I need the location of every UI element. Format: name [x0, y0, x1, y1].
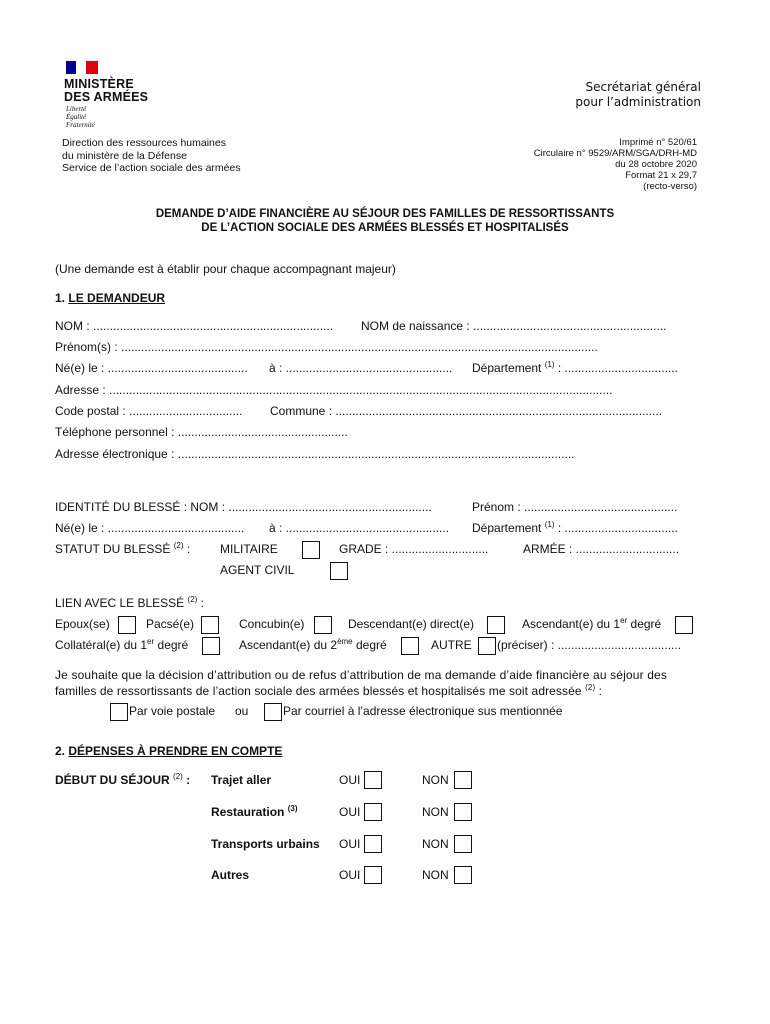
trajet-aller-oui-label: OUI	[339, 773, 361, 787]
ministry-line-1: MINISTÈRE	[64, 77, 134, 91]
collateral-sup: er	[147, 637, 155, 646]
direction-line-1: Direction des ressources humaines	[62, 137, 226, 149]
reference-circulaire: Circulaire n° 9529/ARM/SGA/DRH-MD	[533, 148, 697, 159]
ascendant-1-text: Ascendant(e) du 1	[522, 617, 621, 631]
section-2-number: 2.	[55, 744, 66, 758]
depense-restauration-label	[211, 805, 297, 819]
debut-sejour-label	[55, 773, 190, 787]
concubin-checkbox[interactable]	[314, 616, 332, 634]
collateral-text: Collatéral(e) du 1	[55, 638, 148, 652]
blesse-armee-field[interactable]: ARMÉE : ...............................	[523, 542, 680, 556]
voie-postale-label: Par voie postale	[129, 704, 216, 718]
lien-epoux-label: Epoux(se)	[55, 617, 110, 631]
demandeur-commune-field[interactable]: Commune : ..................................................................................................	[270, 404, 663, 418]
depense-autres-label: Autres	[211, 868, 250, 882]
lien-concubin-label: Concubin(e)	[239, 617, 305, 631]
motto-fraternite: Fraternité	[66, 121, 95, 129]
transports-urbains-oui-label: OUI	[339, 837, 361, 851]
depense-transports-urbains-label: Transports urbains	[211, 837, 320, 851]
secretariat-general	[575, 80, 701, 110]
restauration-text: Restauration	[211, 805, 285, 819]
ascendant-2-degre: degré	[355, 638, 387, 652]
section-1-heading	[55, 291, 165, 305]
demandeur-lieu-naissance-field[interactable]: à : ..................................................	[269, 361, 453, 375]
ministry-line-2: DES ARMÉES	[64, 90, 149, 104]
marianne-flag-logo	[66, 61, 98, 74]
demandeur-email-field[interactable]: Adresse électronique : .......................................................................................................................	[55, 447, 575, 461]
blesse-date-naissance-field[interactable]: Né(e) le : .........................................	[55, 521, 245, 535]
republic-motto	[66, 105, 95, 129]
demandeur-departement-field[interactable]	[472, 361, 678, 375]
debut-sejour-footnote: (2)	[173, 772, 183, 781]
descendant-checkbox[interactable]	[487, 616, 505, 634]
demandeur-nom-naissance-field[interactable]: NOM de naissance : ..........................................................	[361, 319, 667, 333]
depense-trajet-aller-label: Trajet aller	[211, 773, 272, 787]
demandeur-telephone-field[interactable]: Téléphone personnel : ...................................................	[55, 425, 348, 439]
decision-text-line-1: Je souhaite que la décision d’attribution ou de refus d’attribution de ma demande d’aide financière au séjour des	[55, 668, 668, 682]
lien-autre-label: AUTRE	[431, 638, 472, 652]
title-line-2: DE L’ACTION SOCIALE DES ARMÉES BLESSÉS ET HOSPITALISÉS	[201, 222, 569, 234]
collateral-degre: degré	[157, 638, 189, 652]
blesse-lieu-naissance-field[interactable]: à : .................................................	[269, 521, 450, 535]
ministry-name	[64, 78, 148, 104]
agent-civil-checkbox[interactable]	[330, 562, 348, 580]
pacse-checkbox[interactable]	[201, 616, 219, 634]
decision-text-line-2	[55, 684, 602, 698]
lien-footnote: (2)	[187, 595, 198, 604]
lien-descendant-label: Descendant(e) direct(e)	[348, 617, 475, 631]
militaire-checkbox[interactable]	[302, 541, 320, 559]
lien-collateral-label	[55, 638, 188, 652]
motto-egalite: Égalité	[66, 113, 87, 121]
lien-label: LIEN AVEC LE BLESSÉ	[55, 596, 185, 610]
collateral-checkbox[interactable]	[202, 637, 220, 655]
blesse-nom-field[interactable]: IDENTITÉ DU BLESSÉ : NOM : .............................................................	[55, 500, 432, 514]
transports-urbains-non-label: NON	[422, 837, 449, 851]
blesse-departement-dots: : ..................................	[557, 521, 678, 535]
section-1-title: LE DEMANDEUR	[68, 291, 166, 305]
autre-checkbox[interactable]	[478, 637, 496, 655]
statut-footnote: (2)	[173, 541, 184, 550]
demandeur-code-postal-field[interactable]: Code postal : ..................................	[55, 404, 243, 418]
section-1-number: 1.	[55, 291, 66, 305]
decision-footnote: (2)	[585, 683, 596, 692]
statut-militaire	[220, 542, 278, 556]
restauration-non-checkbox[interactable]	[454, 803, 472, 821]
section-2-heading	[55, 744, 282, 758]
demandeur-prenoms-field[interactable]: Prénom(s) : ...............................................................................................................................................	[55, 340, 598, 354]
ascendant-2-checkbox[interactable]	[401, 637, 419, 655]
debut-sejour-text: DÉBUT DU SÉJOUR	[55, 773, 170, 787]
reference-date: du 28 octobre 2020	[615, 159, 697, 170]
autres-oui-checkbox[interactable]	[364, 866, 382, 884]
ou-label: ou	[235, 704, 249, 718]
lien-blesse-label: LIEN AVEC LE BLESSÉ $^{(2)}$ :	[55, 595, 204, 610]
courriel-label: Par courriel à l’adresse électronique sus mentionnée	[283, 704, 563, 718]
demandeur-date-naissance-field[interactable]: Né(e) le : ..........................................	[55, 361, 248, 375]
blesse-departement-field[interactable]	[472, 521, 678, 535]
agent-civil-label: AGENT CIVIL	[220, 563, 295, 577]
demandeur-nom-field[interactable]: NOM : ........................................................................	[55, 319, 334, 333]
departement-dots: : ..................................	[557, 361, 678, 375]
flag-blue-stripe	[66, 61, 76, 74]
blesse-departement-label: Département	[472, 521, 542, 535]
courriel-checkbox[interactable]	[264, 703, 282, 721]
demandeur-adresse-field[interactable]: Adresse : .......................................................................................................................................................	[55, 383, 613, 397]
form-title	[0, 207, 770, 235]
secretariat-line-1: Secrétariat général	[585, 80, 701, 94]
transports-urbains-non-checkbox[interactable]	[454, 835, 472, 853]
blesse-prenom-field[interactable]: Prénom : ..............................................	[472, 500, 678, 514]
direction-block	[62, 137, 241, 175]
flag-white-stripe	[76, 61, 86, 74]
restauration-footnote: (3)	[287, 804, 298, 813]
decision-line-2-text: familles de ressortissants de l’action sociale des armées blessés et hospitalisés me soit adressée	[55, 684, 582, 698]
decision-line-2-colon: :	[598, 684, 603, 698]
lien-pacse-label: Pacsé(e)	[146, 617, 195, 631]
accompagnant-note: (Une demande est à établir pour chaque accompagnant majeur)	[55, 262, 396, 276]
blesse-grade-field[interactable]: GRADE : .............................	[339, 542, 489, 556]
direction-line-3: Service de l’action sociale des armées	[62, 162, 241, 174]
title-line-1: DEMANDE D’AIDE FINANCIÈRE AU SÉJOUR DES FAMILLES DE RESSORTISSANTS	[155, 208, 615, 220]
reference-recto-verso: (recto-verso)	[643, 181, 697, 192]
flag-red-stripe	[86, 61, 98, 74]
statut-blesse-label: STATUT DU BLESSÉ $^{(2)}$ :	[55, 541, 191, 556]
direction-line-2: du ministère de la Défense	[62, 149, 187, 162]
departement-label: Département	[472, 361, 542, 375]
reference-imprime: Imprimé n° 520/61	[619, 137, 697, 148]
autres-non-checkbox[interactable]	[454, 866, 472, 884]
lien-ascendant-1-label	[522, 617, 661, 631]
form-reference	[534, 137, 697, 192]
ascendant-1-checkbox[interactable]	[675, 616, 693, 634]
secretariat-line-2: pour l’administration	[575, 95, 701, 109]
lien-ascendant-2-label	[239, 638, 387, 652]
section-2-title: DÉPENSES À PRENDRE EN COMPTE	[68, 744, 283, 758]
ascendant-1-degre: degré	[630, 617, 662, 631]
restauration-non-label: NON	[422, 805, 449, 819]
restauration-oui-checkbox[interactable]	[364, 803, 382, 821]
motto-liberte: Liberté	[66, 105, 87, 113]
statut-label: STATUT DU BLESSÉ	[55, 542, 171, 556]
militaire-label: MILITAIRE	[220, 542, 278, 556]
trajet-aller-non-checkbox[interactable]	[454, 771, 472, 789]
reference-format: Format 21 x 29,7	[625, 170, 697, 181]
debut-sejour-colon: :	[186, 773, 191, 787]
trajet-aller-oui-checkbox[interactable]	[364, 771, 382, 789]
ascendant-2-text: Ascendant(e) du 2	[239, 638, 338, 652]
restauration-oui-label: OUI	[339, 805, 361, 819]
epoux-checkbox[interactable]	[118, 616, 136, 634]
voie-postale-checkbox[interactable]	[110, 703, 128, 721]
trajet-aller-non-label: NON	[422, 773, 449, 787]
blesse-footnote-1: (1)	[544, 520, 555, 529]
ascendant-1-sup: er	[620, 616, 628, 625]
autres-non-label: NON	[422, 868, 449, 882]
footnote-1: (1)	[544, 360, 555, 369]
ascendant-2-sup: ème	[337, 637, 353, 646]
autres-oui-label: OUI	[339, 868, 361, 882]
lien-preciser-field[interactable]: (préciser) : .....................................	[497, 638, 682, 652]
transports-urbains-oui-checkbox[interactable]	[364, 835, 382, 853]
